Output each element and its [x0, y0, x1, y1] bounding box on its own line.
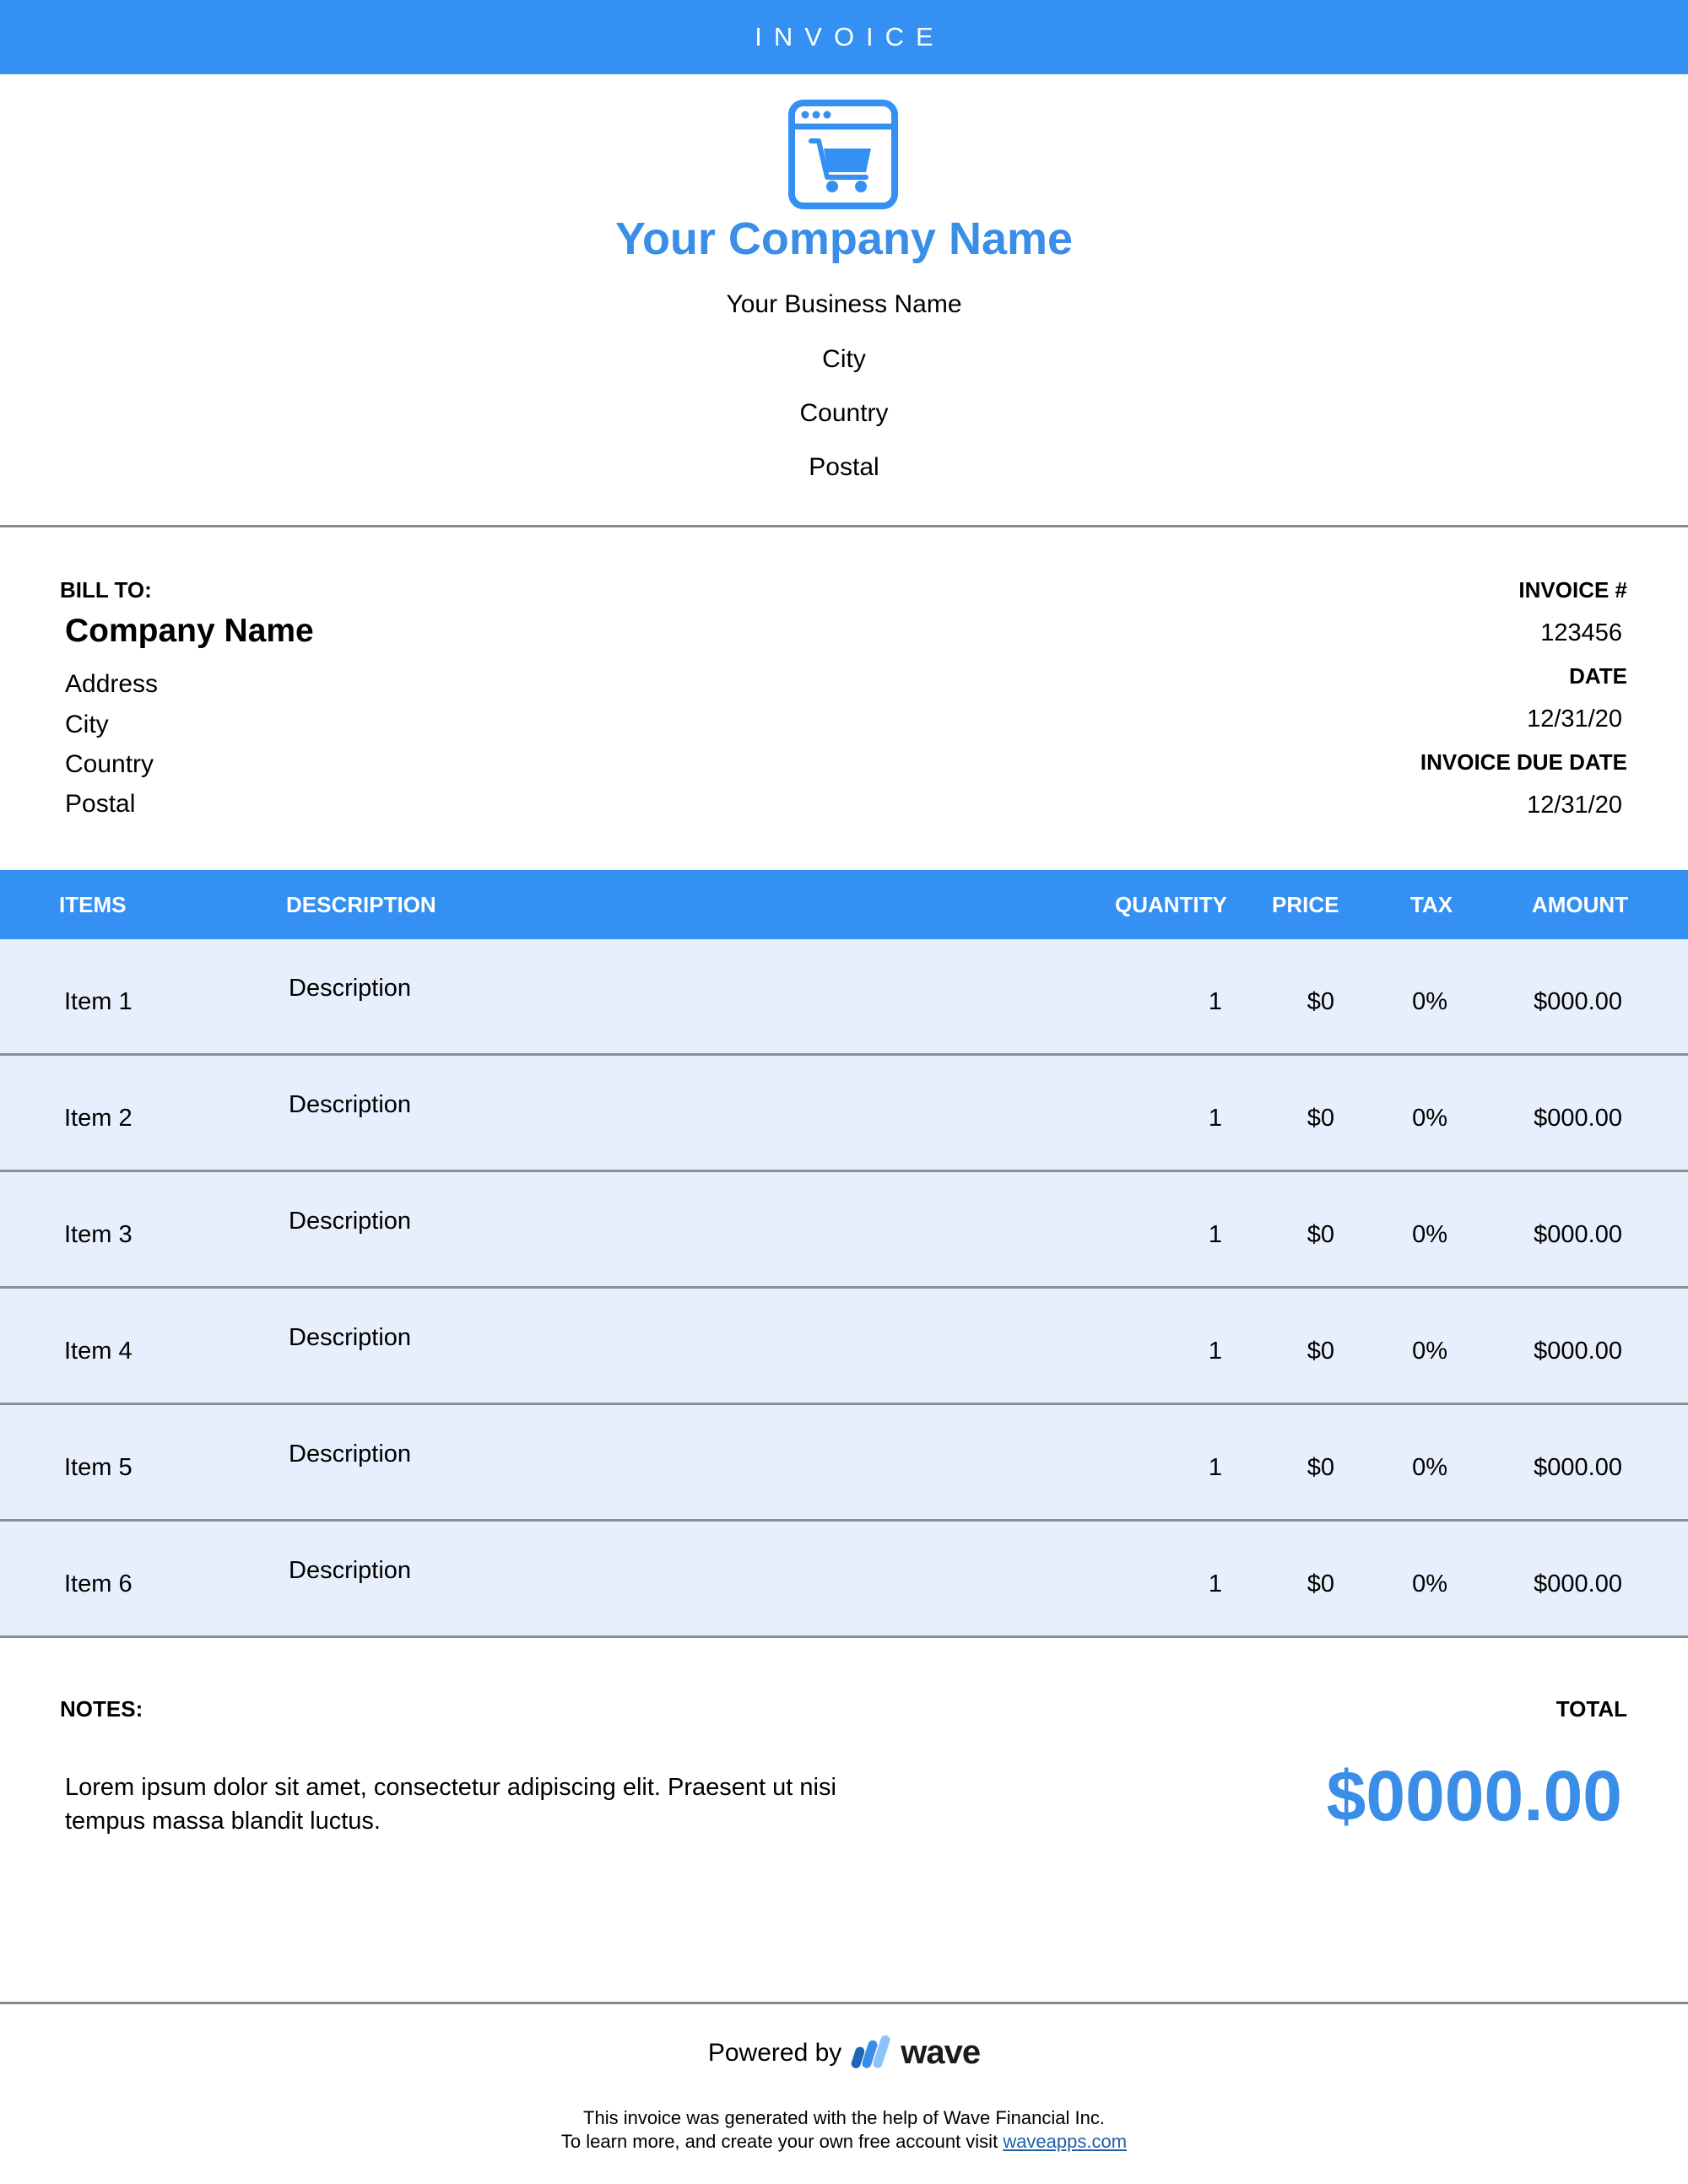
item-description: Description — [289, 1441, 412, 1468]
company-country: Country — [799, 399, 889, 427]
due-date-label: INVOICE DUE DATE — [1420, 749, 1627, 775]
invoice-number-label: INVOICE # — [1518, 577, 1627, 603]
item-tax: 0% — [1412, 1570, 1447, 1597]
column-header-description: DESCRIPTION — [286, 892, 436, 917]
footer-line-2 — [0, 2131, 1688, 2153]
company-name: Your Company Name — [614, 214, 1074, 264]
item-name: Item 1 — [64, 988, 133, 1015]
item-quantity: 1 — [1208, 1570, 1222, 1597]
business-name: Your Business Name — [726, 290, 962, 318]
items-table-body — [0, 939, 1688, 1638]
item-name: Item 4 — [64, 1338, 133, 1365]
total-amount: $0000.00 — [1326, 1756, 1622, 1835]
item-tax: 0% — [1412, 1338, 1447, 1365]
table-row — [0, 1289, 1688, 1405]
item-quantity: 1 — [1208, 1105, 1222, 1132]
bill-to-address: Address — [65, 670, 159, 698]
column-header-amount: AMOUNT — [1532, 892, 1629, 917]
item-name: Item 5 — [64, 1454, 133, 1481]
item-tax: 0% — [1412, 1105, 1447, 1132]
item-description: Description — [289, 1091, 412, 1118]
item-tax: 0% — [1412, 1454, 1447, 1481]
item-name: Item 6 — [64, 1570, 133, 1597]
bill-to-company-name: Company Name — [65, 613, 314, 649]
item-amount: $000.00 — [1534, 1221, 1622, 1248]
column-header-quantity: QUANTITY — [1115, 892, 1227, 917]
item-quantity: 1 — [1208, 1338, 1222, 1365]
company-city: City — [822, 345, 866, 373]
invoice-number: 123456 — [1540, 619, 1622, 646]
browser-shopping-cart-icon — [788, 100, 898, 209]
item-tax: 0% — [1412, 988, 1447, 1015]
bill-to-label: BILL TO: — [60, 577, 152, 603]
invoice-title: INVOICE — [755, 22, 945, 51]
item-amount: $000.00 — [1534, 1338, 1622, 1365]
total-label: TOTAL — [1555, 1696, 1627, 1722]
footer-divider — [0, 2002, 1688, 2004]
bill-to-postal: Postal — [65, 790, 136, 818]
column-header-price: PRICE — [1272, 892, 1339, 917]
date-label: DATE — [1569, 663, 1627, 689]
table-row — [0, 939, 1688, 1056]
item-description: Description — [289, 1324, 412, 1351]
item-price: $0 — [1307, 1105, 1334, 1132]
item-quantity: 1 — [1208, 1221, 1222, 1248]
wave-brand: wave — [901, 2034, 981, 2071]
item-amount: $000.00 — [1534, 1454, 1622, 1481]
item-price: $0 — [1307, 1221, 1334, 1248]
table-row — [0, 1056, 1688, 1172]
table-row — [0, 1172, 1688, 1289]
item-description: Description — [289, 1208, 412, 1235]
item-amount: $000.00 — [1534, 1105, 1622, 1132]
item-price: $0 — [1307, 988, 1334, 1015]
section-divider — [0, 525, 1688, 527]
item-price: $0 — [1307, 1454, 1334, 1481]
item-name: Item 3 — [64, 1221, 133, 1248]
table-row — [0, 1405, 1688, 1522]
footer-line-1: This invoice was generated with the help of Wave Financial Inc. — [583, 2107, 1105, 2128]
item-description: Description — [289, 975, 412, 1002]
invoice-due-date: 12/31/20 — [1527, 792, 1622, 819]
item-quantity: 1 — [1208, 1454, 1222, 1481]
powered-by-label: Powered by — [707, 2038, 842, 2067]
item-amount: $000.00 — [1534, 988, 1622, 1015]
item-amount: $000.00 — [1534, 1570, 1622, 1597]
company-postal: Postal — [809, 453, 879, 481]
bill-to-city: City — [65, 711, 109, 738]
column-header-tax: TAX — [1410, 892, 1453, 917]
invoice-date: 12/31/20 — [1527, 705, 1622, 733]
waveapps-link[interactable]: waveapps.com — [1003, 2131, 1128, 2152]
item-quantity: 1 — [1208, 988, 1222, 1015]
invoice-header-band — [0, 0, 1688, 74]
item-name: Item 2 — [64, 1105, 133, 1132]
items-table-header — [0, 870, 1688, 939]
wave-logo-icon — [850, 2035, 892, 2072]
item-tax: 0% — [1412, 1221, 1447, 1248]
table-row — [0, 1522, 1688, 1638]
item-price: $0 — [1307, 1570, 1334, 1597]
item-description: Description — [289, 1557, 412, 1584]
powered-by — [0, 2034, 1688, 2072]
item-price: $0 — [1307, 1338, 1334, 1365]
column-header-items: ITEMS — [59, 892, 127, 917]
notes-label: NOTES: — [60, 1696, 143, 1722]
footer-line-2-text: To learn more, and create your own free account visit — [560, 2131, 998, 2152]
bill-to-country: Country — [65, 750, 154, 778]
notes-text: Lorem ipsum dolor sit amet, consectetur adipiscing elit. Praesent ut nisi tempus massa blandit luctus. — [65, 1774, 836, 1835]
